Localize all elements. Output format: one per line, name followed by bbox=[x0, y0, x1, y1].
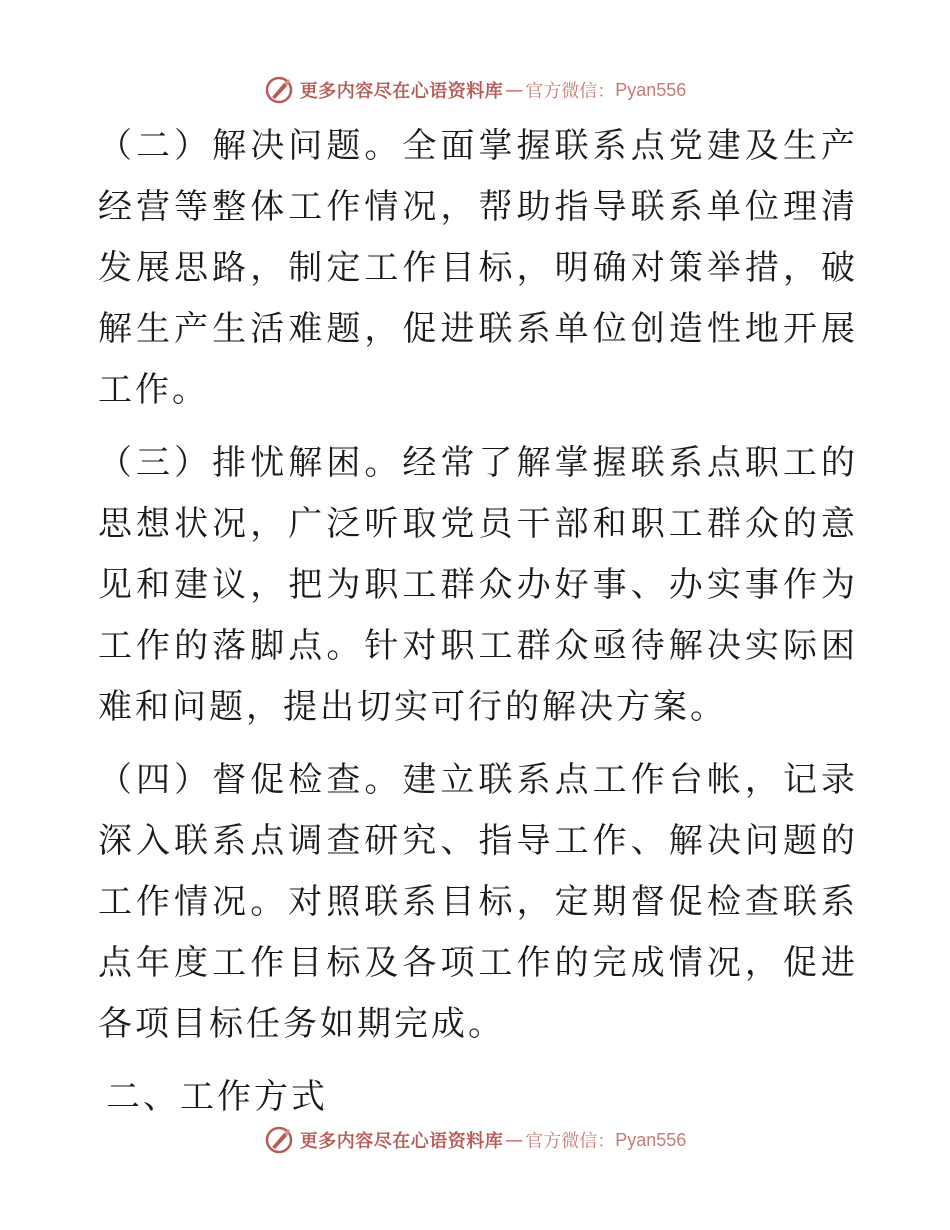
watermark-account: Pyan556 bbox=[615, 1129, 687, 1150]
watermark-wechat-label: 官方微信： bbox=[525, 1131, 616, 1152]
watermark-lead-text: 更多内容尽在心语资料库 bbox=[299, 1131, 504, 1152]
paragraph-relieve-difficulties: （三）排忧解困。经常了解掌握联系点职工的思想状况，广泛听取党员干部和职工群众的意见和建议，把为职工群众办好事、办实事作为工作的落脚点。针对职工群众亟待解决实际困难和问题，提出切实可行的解决方案。 bbox=[98, 443, 858, 727]
section-heading: 二、工作方式 bbox=[106, 1077, 328, 1117]
document-body bbox=[98, 116, 858, 1140]
paragraph-supervise-inspect: （四）督促检查。建立联系点工作台帐，记录深入联系点调查研究、指导工作、解决问题的工作情况。对照联系目标，定期督促检查联系点年度工作目标及各项工作的完成情况，促进各项目标任务如期完成。 bbox=[98, 760, 858, 1044]
watermark-footer bbox=[0, 1122, 950, 1158]
watermark-lead-text: 更多内容尽在心语资料库 bbox=[299, 81, 504, 102]
watermark-wechat-label: 官方微信： bbox=[525, 81, 616, 102]
paragraph-solve-problems: （二）解决问题。全面掌握联系点党建及生产经营等整体工作情况，帮助指导联系单位理清发展思路，制定工作目标，明确对策举措，破解生产生活难题，促进联系单位创造性地开展工作。 bbox=[98, 126, 858, 410]
watermark-dash: — bbox=[505, 79, 524, 101]
watermark-account: Pyan556 bbox=[615, 79, 687, 100]
quill-logo-icon bbox=[264, 1125, 294, 1155]
watermark-dash: — bbox=[505, 1129, 524, 1151]
quill-logo-icon bbox=[264, 75, 294, 105]
watermark-header bbox=[0, 72, 950, 108]
